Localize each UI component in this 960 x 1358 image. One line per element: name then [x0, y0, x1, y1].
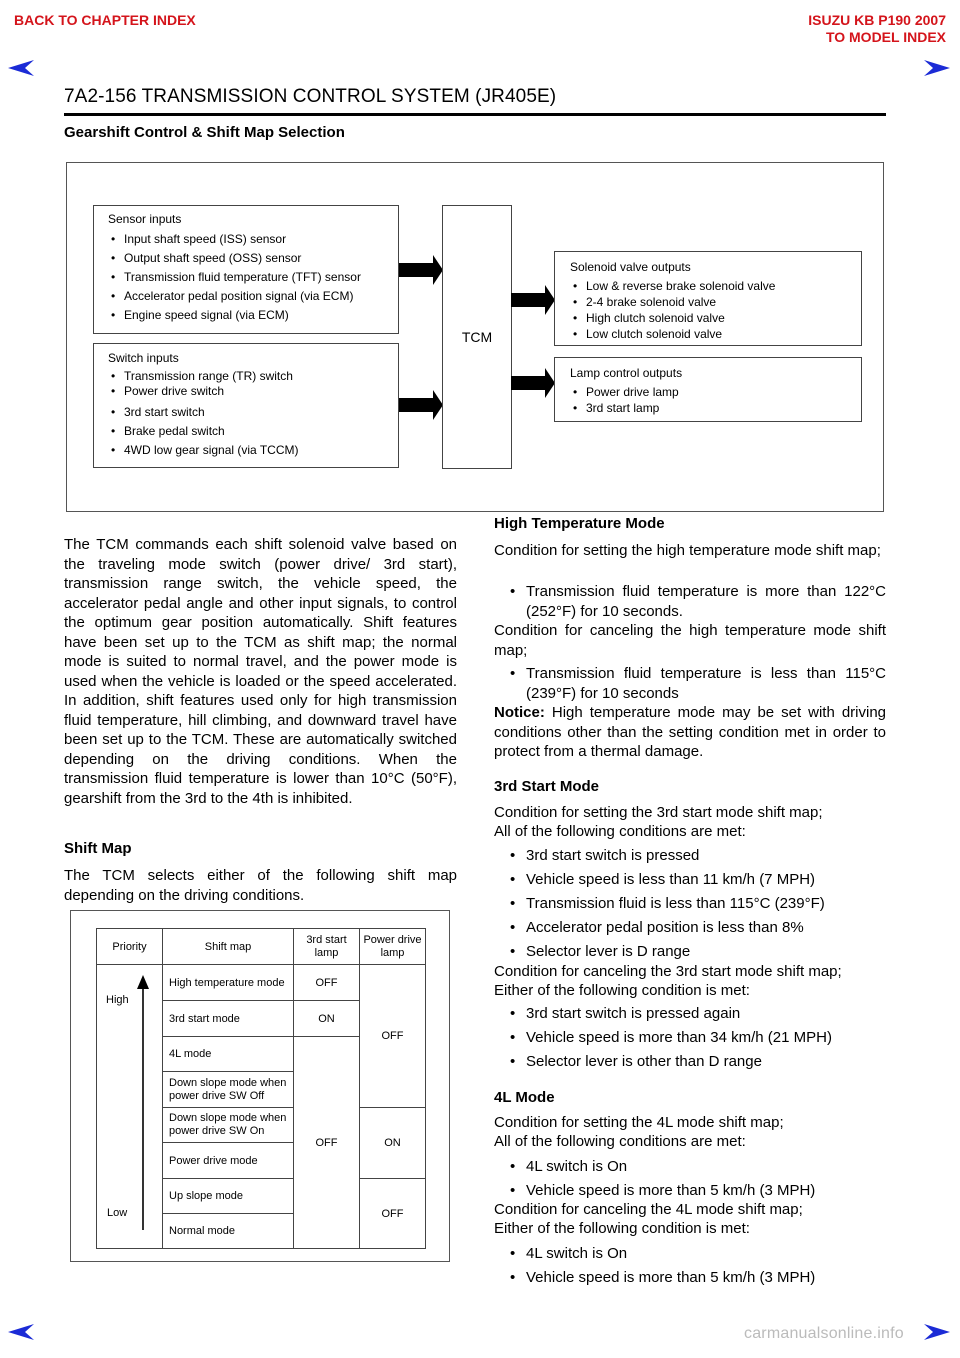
third-start-lamp-value: OFF: [293, 1036, 360, 1249]
high-temp-set-bullet: • Transmission fluid temperature is more than 122°C (252°F) for 10 seconds.: [510, 583, 886, 620]
shift-map-row: High temperature mode: [162, 964, 294, 1001]
power-drive-lamp-header: Power drive lamp: [359, 928, 426, 965]
third-start-set-bullet: • Transmission fluid is less than 115°C (239°F): [510, 894, 886, 914]
third-start-heading: 3rd Start Mode: [494, 778, 600, 795]
bullet-text: Transmission fluid is less than 115°C (239°F): [526, 895, 825, 912]
tcm-label: TCM: [461, 329, 493, 345]
four-l-cancel-sub: Either of the following condition is met:: [494, 1220, 750, 1237]
previous-page-arrow-icon[interactable]: [8, 60, 34, 76]
bullet-text: Selector lever is other than D range: [526, 1053, 762, 1070]
high-temp-cancel-label: Condition for canceling the high temperature mode shift map;: [494, 622, 886, 659]
bullet-text: Transmission fluid temperature is less than 115°C (239°F) for 10 seconds: [526, 665, 886, 702]
third-start-lamp-value: OFF: [293, 964, 360, 1001]
shift-map-heading: Shift Map: [64, 840, 132, 857]
switch-input-item: • Brake pedal switch: [108, 422, 398, 441]
bullet-text: 4L switch is On: [526, 1158, 628, 1175]
four-l-cancel-label: Condition for canceling the 4L mode shift map;: [494, 1201, 803, 1218]
third-start-set-bullet: • Accelerator pedal position is less than 8%: [510, 918, 886, 938]
lamp-output-item: • Power drive lamp: [570, 384, 861, 400]
shift-map-table: [70, 910, 450, 1262]
shift-map-row: 3rd start mode: [162, 1000, 294, 1037]
watermark: carmanualsonline.info: [744, 1325, 904, 1342]
solenoid-output-item: • Low clutch solenoid valve: [570, 326, 861, 342]
bullet-text: 3rd start switch is pressed again: [526, 1005, 741, 1022]
switch-inputs-box: [93, 343, 399, 468]
four-l-set-label: Condition for setting the 4L mode shift map;: [494, 1114, 784, 1131]
four-l-heading: 4L Mode: [494, 1089, 555, 1106]
output-arrow-icon: [511, 285, 555, 315]
input-arrow-icon: [399, 390, 443, 420]
third-start-cancel-sub: Either of the following condition is met:: [494, 982, 750, 999]
switch-inputs-title: Switch inputs: [108, 351, 179, 365]
power-drive-lamp-value: OFF: [359, 1178, 426, 1249]
switch-input-item: • Power drive switch: [108, 384, 398, 399]
switch-input-item: • 3rd start switch: [108, 403, 398, 422]
third-start-set-bullet: • Vehicle speed is less than 11 km/h (7 MPH): [510, 870, 886, 890]
sensor-input-item: • Engine speed signal (via ECM): [108, 306, 398, 325]
model-name: ISUZU KB P190 2007: [808, 12, 946, 28]
sensor-input-item: • Input shaft speed (ISS) sensor: [108, 230, 398, 249]
sensor-input-item: • Output shaft speed (OSS) sensor: [108, 249, 398, 268]
shift-map-row: Up slope mode: [162, 1178, 294, 1214]
shift-map-header: Shift map: [162, 928, 294, 965]
shift-map-row: 4L mode: [162, 1036, 294, 1072]
back-to-chapter-index-link[interactable]: BACK TO CHAPTER INDEX: [14, 12, 196, 28]
previous-page-arrow-icon[interactable]: [8, 1324, 34, 1340]
bullet-text: Vehicle speed is less than 11 km/h (7 MPH): [526, 871, 816, 888]
bullet-text: 3rd start switch is pressed: [526, 847, 700, 864]
solenoid-output-item: • High clutch solenoid valve: [570, 310, 861, 326]
section-title: Gearshift Control & Shift Map Selection: [64, 124, 345, 141]
next-page-arrow-icon[interactable]: [924, 1324, 950, 1340]
intro-paragraph: The TCM commands each shift solenoid valve based on the traveling mode switch (power drive/ 3rd start), transmission range switch, the vehicle speed, the accelerator pedal angle and other input signals, to control the optimum gear position automatically. Shift features have been set up to the TCM as shift map; the normal mode is suited to normal travel, and the power mode is used when the vehicle is loaded or the speed accelerated. In addition, shift features used only for high transmission fluid temperature, hill climbing, and downward travel have been set up to the TCM. These are automatically switched depending on the driving conditions. When the transmission fluid temperature is lower than 10°C (50°F), gearshift from the 3rd to the 4th is inhibited.: [64, 536, 457, 807]
sensor-inputs-box: [93, 205, 399, 334]
shift-map-row: Normal mode: [162, 1213, 294, 1249]
priority-arrow-icon: [137, 975, 149, 1230]
priority-high-label: High: [106, 994, 129, 1006]
third-start-lamp-header: 3rd start lamp: [293, 928, 360, 965]
four-l-set-bullet: • 4L switch is On: [510, 1157, 886, 1177]
solenoid-outputs-title: Solenoid valve outputs: [570, 260, 691, 274]
third-start-cancel-bullet: • 3rd start switch is pressed again: [510, 1004, 886, 1024]
high-temp-heading: High Temperature Mode: [494, 515, 665, 532]
third-start-set-bullet: • Selector lever is D range: [510, 942, 886, 962]
solenoid-output-item: • Low & reverse brake solenoid valve: [570, 278, 861, 294]
sensor-input-item: • Transmission fluid temperature (TFT) sensor: [108, 268, 398, 287]
four-l-set-bullet: • Vehicle speed is more than 5 km/h (3 MPH): [510, 1181, 886, 1201]
bullet-text: Vehicle speed is more than 5 km/h (3 MPH): [526, 1182, 816, 1199]
four-l-set-sub: All of the following conditions are met:: [494, 1133, 746, 1150]
priority-header: Priority: [96, 928, 163, 965]
lamp-outputs-title: Lamp control outputs: [570, 366, 683, 380]
output-arrow-icon: [511, 368, 555, 398]
bullet-text: Accelerator pedal position is less than 8%: [526, 919, 804, 936]
priority-column: [96, 964, 163, 1249]
power-drive-lamp-value: ON: [359, 1107, 426, 1179]
shift-map-row: Power drive mode: [162, 1142, 294, 1179]
third-start-cancel-label: Condition for canceling the 3rd start mode shift map;: [494, 963, 842, 980]
third-start-set-bullet: • 3rd start switch is pressed: [510, 846, 886, 866]
to-model-index: TO MODEL INDEX: [825, 29, 946, 45]
priority-low-label: Low: [107, 1207, 128, 1219]
sensor-input-item: • Accelerator pedal position signal (via ECM): [108, 287, 398, 306]
power-drive-lamp-value: OFF: [359, 964, 426, 1108]
four-l-cancel-bullet: • 4L switch is On: [510, 1244, 886, 1264]
high-temp-cancel-bullet: • Transmission fluid temperature is less than 115°C (239°F) for 10 seconds: [510, 665, 886, 702]
four-l-cancel-bullet: • Vehicle speed is more than 5 km/h (3 MPH): [510, 1268, 886, 1288]
sensor-inputs-title: Sensor inputs: [108, 212, 182, 226]
bullet-text: Transmission fluid temperature is more than 122°C (252°F) for 10 seconds.: [526, 583, 886, 620]
lamp-output-item: • 3rd start lamp: [570, 400, 861, 416]
solenoid-output-item: • 2-4 brake solenoid valve: [570, 294, 861, 310]
bullet-text: 4L switch is On: [526, 1245, 628, 1262]
third-start-cancel-bullet: • Vehicle speed is more than 34 km/h (21 MPH): [510, 1028, 886, 1048]
bullet-text: Selector lever is D range: [526, 943, 691, 960]
notice-label: Notice:: [494, 704, 545, 721]
switch-input-item: • 4WD low gear signal (via TCCM): [108, 441, 398, 460]
lamp-outputs-box: [554, 357, 862, 422]
next-page-arrow-icon[interactable]: [924, 60, 950, 76]
shift-map-paragraph: The TCM selects either of the following shift map depending on the driving conditions.: [64, 867, 457, 904]
tcm-box: [442, 205, 512, 469]
solenoid-outputs-box: [554, 251, 862, 346]
notice-text: High temperature mode may be set with driving conditions other than the setting condition met in order to protect from a thermal damage.: [494, 704, 887, 760]
header-rule: [64, 113, 886, 116]
tcm-block-diagram: [66, 162, 884, 512]
page-title: 7A2-156 TRANSMISSION CONTROL SYSTEM (JR405E): [64, 86, 557, 107]
high-temp-set-label: Condition for setting the high temperature mode shift map;: [494, 542, 881, 559]
third-start-set-sub: All of the following conditions are met:: [494, 823, 746, 840]
high-temp-notice: [494, 703, 886, 762]
third-start-lamp-value: ON: [293, 1000, 360, 1037]
bullet-text: Vehicle speed is more than 5 km/h (3 MPH): [526, 1269, 816, 1286]
model-index-link[interactable]: [808, 12, 946, 46]
third-start-set-label: Condition for setting the 3rd start mode shift map;: [494, 804, 823, 821]
third-start-cancel-bullet: • Selector lever is other than D range: [510, 1052, 886, 1072]
shift-map-row: Down slope mode when power drive SW Off: [162, 1071, 294, 1108]
input-arrow-icon: [399, 255, 443, 285]
shift-map-row: Down slope mode when power drive SW On: [162, 1107, 294, 1143]
switch-input-item: • Transmission range (TR) switch: [108, 369, 398, 384]
bullet-text: Vehicle speed is more than 34 km/h (21 MPH): [526, 1029, 832, 1046]
